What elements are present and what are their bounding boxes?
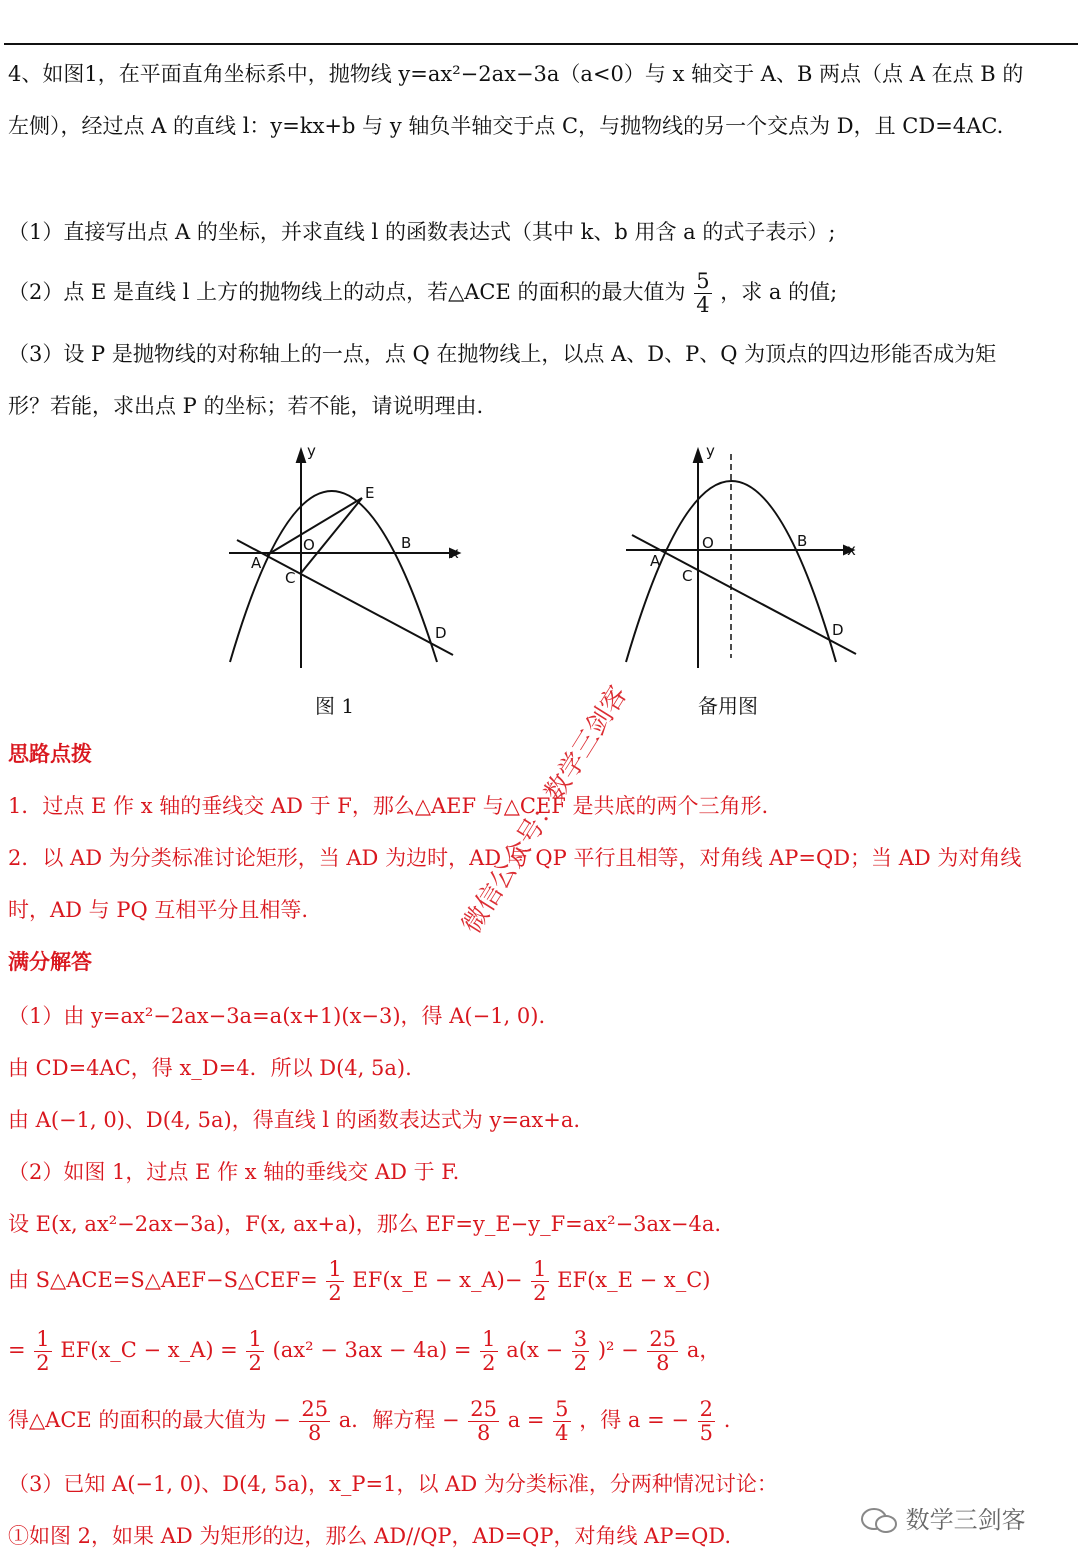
parabola xyxy=(230,491,437,662)
solution-step-3: 由 A(−1, 0)、D(4, 5a)，得直线 l 的函数表达式为 y=ax+a. xyxy=(8,1108,581,1132)
label-d: D xyxy=(832,621,844,639)
label-o: O xyxy=(702,534,714,552)
solution-step-10: ①如图 2，如果 AD 为矩形的边，那么 AD//QP，AD=QP，对角线 AP=QD. xyxy=(8,1524,732,1548)
s6-prefix: 由 S△ACE=S△AEF−S△CEF= xyxy=(8,1268,318,1293)
question-3-line-1: （3）设 P 是抛物线的对称轴上的一点，点 Q 在抛物线上，以点 A、D、P、Q 为顶点的四边形能否成为矩 xyxy=(8,342,997,366)
wechat-icon xyxy=(860,1507,898,1535)
s7-part5: a， xyxy=(686,1338,721,1363)
question-1: （1）直接写出点 A 的坐标，并求直线 l 的函数表达式（其中 k、b 用含 a 的式子表示）; xyxy=(8,220,836,244)
solution-step-5: 设 E(x, ax²−2ax−3a)，F(x, ax+a)，那么 EF=y_E−y_F=ax²−3ax−4a. xyxy=(8,1212,722,1236)
brand-logo xyxy=(860,1500,1026,1535)
hint-1: 1．过点 E 作 x 轴的垂线交 AD 于 F，那么△AEF 与△CEF 是共底的两个三角形. xyxy=(8,794,769,818)
s8-mid1: a．解方程 − xyxy=(338,1408,460,1433)
label-x: x xyxy=(450,544,459,562)
label-a: A xyxy=(650,552,661,570)
s8-prefix: 得△ACE 的面积的最大值为 − xyxy=(8,1408,291,1433)
y-axis-arrow xyxy=(297,450,305,462)
fraction-half: $\frac{1}{2}$ xyxy=(328,1257,342,1306)
s8-mid2: a = xyxy=(507,1408,545,1433)
solution-step-2: 由 CD=4AC，得 x_D=4．所以 D(4, 5a). xyxy=(8,1056,412,1080)
solution-step-7 xyxy=(8,1328,720,1375)
fraction-half: $\frac{1}{2}$ xyxy=(533,1257,547,1306)
question-2-suffix: ，求 a 的值; xyxy=(720,280,838,305)
fraction-5-4: $\frac{5}{4}$ xyxy=(555,1397,569,1446)
fraction-2-5: $\frac{2}{5}$ xyxy=(699,1397,714,1446)
figure-1-caption: 图 1 xyxy=(315,694,355,718)
s8-end: . xyxy=(723,1408,731,1433)
hint-2-line-1: 2．以 AD 为分类标准讨论矩形，当 AD 为边时，AD 与 QP 平行且相等，对角线 AP=QD；当 AD 为对角线 xyxy=(8,846,1022,870)
fraction-25-8: $\frac{25}{8}$ xyxy=(470,1397,497,1446)
s6-part1: EF(x_E − x_A)− xyxy=(352,1268,523,1293)
solution-step-4: （2）如图 1，过点 E 作 x 轴的垂线交 AD 于 F. xyxy=(8,1160,460,1184)
line-l xyxy=(632,535,856,654)
top-rule xyxy=(4,43,1078,45)
s7-part2: (ax² − 3ax − 4a) = xyxy=(272,1338,472,1363)
solution-step-9: （3）已知 A(−1, 0)、D(4, 5a)，x_P=1，以 AD 为分类标准，分两种情况讨论： xyxy=(8,1472,778,1496)
brand-name: 数学三剑客 xyxy=(905,1506,1026,1534)
fraction-5-4: $\frac{5}{4}$ xyxy=(696,269,710,318)
s7-part1: EF(x_C − x_A) = xyxy=(60,1338,238,1363)
watermark: 微信公众号：数学三剑客 xyxy=(456,680,634,940)
s7-part3: a(x − xyxy=(506,1338,564,1363)
line-l xyxy=(237,540,453,655)
solution-title: 满分解答 xyxy=(8,949,92,974)
label-c: C xyxy=(285,569,296,587)
fraction-half: $\frac{1}{2}$ xyxy=(482,1327,496,1376)
label-d: D xyxy=(435,624,447,642)
label-b: B xyxy=(401,534,412,552)
fraction-25-8: $\frac{25}{8}$ xyxy=(301,1397,329,1446)
label-b: B xyxy=(797,532,808,550)
question-2-prefix: （2）点 E 是直线 l 上方的抛物线上的动点，若△ACE 的面积的最大值为 xyxy=(8,280,686,305)
label-c: C xyxy=(682,567,693,585)
fraction-half: $\frac{1}{2}$ xyxy=(248,1327,262,1376)
solution-step-1: （1）由 y=ax²−2ax−3a=a(x+1)(x−3)，得 A(−1, 0). xyxy=(8,1004,546,1028)
hints-title: 思路点拨 xyxy=(8,741,92,766)
solution-step-8 xyxy=(8,1398,730,1445)
label-y: y xyxy=(307,442,316,460)
hint-2-line-2: 时，AD 与 PQ 互相平分且相等. xyxy=(8,898,309,922)
problem-line-2: 左侧），经过点 A 的直线 l：y=kx+b 与 y 轴负半轴交于点 C，与抛物线的另一个交点为 D，且 CD=4AC. xyxy=(8,114,1004,138)
figure-1 xyxy=(225,440,485,680)
label-y: y xyxy=(706,442,715,460)
question-3-line-2: 形？若能，求出点 P 的坐标；若不能，请说明理由. xyxy=(8,394,484,418)
fraction-25-8: $\frac{25}{8}$ xyxy=(649,1327,677,1376)
figure-2 xyxy=(622,440,882,680)
label-e: E xyxy=(365,484,375,502)
label-o: O xyxy=(303,536,315,554)
label-a: A xyxy=(251,554,262,572)
fraction-three-half: $\frac{3}{2}$ xyxy=(573,1327,588,1376)
label-x: x xyxy=(847,541,856,559)
solution-step-6 xyxy=(8,1258,711,1305)
s6-part2: EF(x_E − x_C) xyxy=(557,1268,711,1293)
question-2 xyxy=(8,270,837,317)
figure-2-caption: 备用图 xyxy=(698,694,758,718)
s8-mid3: ，得 a = − xyxy=(579,1408,689,1433)
y-axis-arrow xyxy=(694,450,702,462)
s7-equals: = xyxy=(8,1338,26,1363)
s7-part4: )² − xyxy=(597,1338,639,1363)
problem-line-1: 4、如图1，在平面直角坐标系中，抛物线 y=ax²−2ax−3a（a<0）与 x 轴交于 A、B 两点（点 A 在点 B 的 xyxy=(8,62,1024,86)
fraction-half: $\frac{1}{2}$ xyxy=(36,1327,50,1376)
